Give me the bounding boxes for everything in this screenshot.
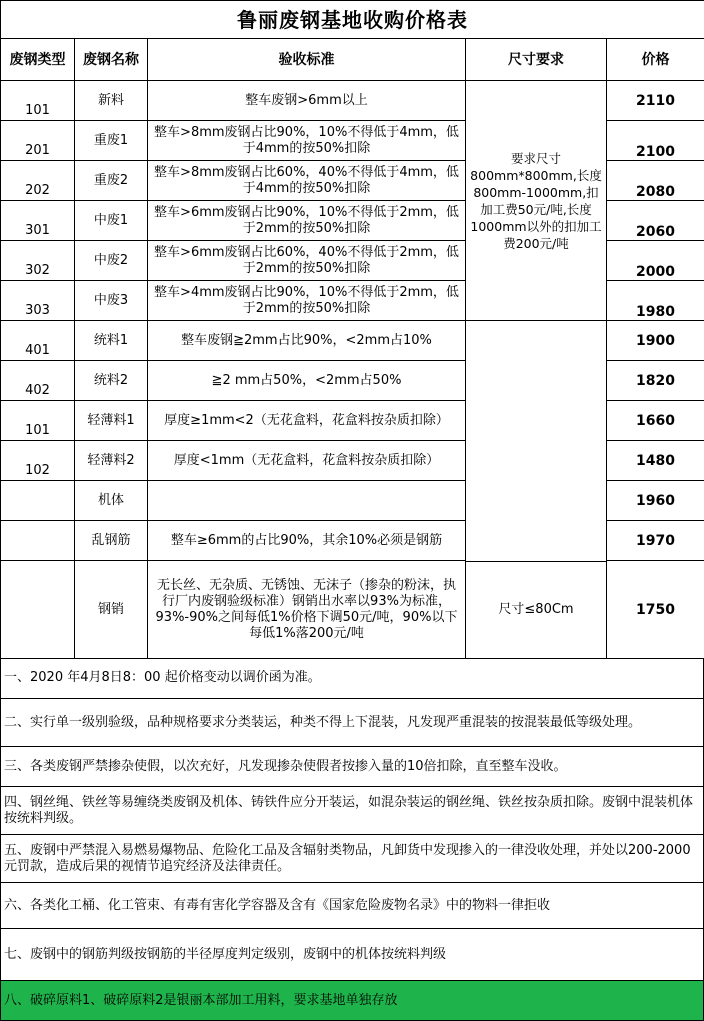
- steel-pin-size-requirement: 尺寸≤80Cm: [467, 562, 606, 658]
- price-value: 2000: [607, 241, 704, 281]
- price-value: 1480: [607, 441, 704, 481]
- scrap-name: 统料1: [75, 321, 148, 361]
- acceptance-standard: 整车>6mm废钢占比60%，40%不得低于2mm，低于2mm的按50%扣除: [148, 241, 466, 281]
- scrap-code: [1, 481, 75, 521]
- scrap-name: 中废3: [75, 281, 148, 321]
- scrap-code: 202: [1, 161, 75, 201]
- note-row: [1, 787, 704, 835]
- acceptance-standard: 整车>8mm废钢占比60%，40%不得低于4mm，低于4mm的按50%扣除: [148, 161, 466, 201]
- note-row-highlight: [1, 981, 704, 1021]
- scrap-name: 中废1: [75, 201, 148, 241]
- scrap-name: 统料2: [75, 361, 148, 401]
- scrap-code: 101: [1, 81, 75, 121]
- size-requirement: 要求尺寸800mm*800mm,长度800mm-1000mm,扣加工费50元/吨,长度1000mm以外的扣加工费200元/吨: [466, 81, 607, 321]
- scrap-name: 机体: [75, 481, 148, 521]
- scrap-name: 重废2: [75, 161, 148, 201]
- scrap-name: 轻薄料1: [75, 401, 148, 441]
- scrap-code: 302: [1, 241, 75, 281]
- acceptance-standard: ≧2 mm占50%，<2mm占50%: [148, 361, 466, 401]
- note-row: [1, 659, 704, 699]
- table-row: [1, 321, 704, 361]
- scrap-code: 201: [1, 121, 75, 161]
- scrap-name: 轻薄料2: [75, 441, 148, 481]
- acceptance-standard: 厚度<1mm（无花盒料，花盒料按杂质扣除）: [148, 441, 466, 481]
- scrap-name: 钢销: [75, 561, 148, 659]
- header-standard: 验收标准: [148, 39, 466, 81]
- note-row: [1, 699, 704, 747]
- scrap-code: 101: [1, 401, 75, 441]
- size-divider: [466, 561, 607, 562]
- header-price: 价格: [607, 39, 704, 81]
- scrap-code: 401: [1, 321, 75, 361]
- note-text: 六、各类化工桶、化工管束、有毒有害化学容器及含有《国家危险废物名录》中的物料一律拒收: [1, 883, 704, 929]
- scrap-code: [1, 521, 75, 561]
- note-row: [1, 929, 704, 981]
- price-value: 1900: [607, 321, 704, 361]
- header-type: 废钢类型: [1, 39, 75, 81]
- note-text: 八、破碎原料1、破碎原料2是银丽本部加工用料，要求基地单独存放: [1, 981, 704, 1021]
- price-value: 2100: [607, 121, 704, 161]
- note-text: 四、钢丝绳、铁丝等易缠绕类废钢及机体、铸铁件应分开装运，如混杂装运的钢丝绳、铁丝按杂质扣除。废钢中混装机体按统料判级。: [1, 787, 704, 835]
- scrap-name: 重废1: [75, 121, 148, 161]
- scrap-code: 402: [1, 361, 75, 401]
- scrap-code: 102: [1, 441, 75, 481]
- price-value: 1980: [607, 281, 704, 321]
- scrap-name: 新料: [75, 81, 148, 121]
- note-row: [1, 835, 704, 883]
- note-text: 二、实行单一级别验级，品种规格要求分类装运，种类不得上下混装，凡发现严重混装的按混装最低等级处理。: [1, 699, 704, 747]
- acceptance-standard: [148, 481, 466, 521]
- notes-table: [0, 659, 704, 1021]
- price-value: 1820: [607, 361, 704, 401]
- title-row: [1, 1, 704, 39]
- acceptance-standard: 整车≥6mm的占比90%，其余10%必须是钢筋: [148, 521, 466, 561]
- price-value: 2110: [607, 81, 704, 121]
- note-row: [1, 883, 704, 929]
- acceptance-standard: 整车废钢>6mm以上: [148, 81, 466, 121]
- page-title: 鲁丽废钢基地收购价格表: [1, 1, 704, 39]
- note-text: 七、废钢中的钢筋判级按钢筋的半径厚度判定级别，废钢中的机体按统料判级: [1, 929, 704, 981]
- scrap-code: 303: [1, 281, 75, 321]
- scrap-code: 301: [1, 201, 75, 241]
- acceptance-standard: 整车>8mm废钢占比90%，10%不得低于4mm，低于4mm的按50%扣除: [148, 121, 466, 161]
- acceptance-standard: 厚度≥1mm<2（无花盒料，花盒料按杂质扣除）: [148, 401, 466, 441]
- price-value: 1970: [607, 521, 704, 561]
- price-value: 1750: [607, 561, 704, 659]
- price-value: 2060: [607, 201, 704, 241]
- note-row: [1, 747, 704, 787]
- table-row: [1, 81, 704, 121]
- acceptance-standard: 整车废钢≧2mm占比90%，<2mm占10%: [148, 321, 466, 361]
- scrap-name: 乱钢筋: [75, 521, 148, 561]
- acceptance-standard: 无长丝、无杂质、无锈蚀、无沫子（掺杂的粉沫，执行厂内废钢验级标准）钢销出水率以93%为标准，93%-90%之间每低1%价格下调50元/吨，90%以下每低1%落200元/吨: [148, 561, 466, 659]
- price-value: 1660: [607, 401, 704, 441]
- header-size: 尺寸要求: [466, 39, 607, 81]
- scrap-name: 中废2: [75, 241, 148, 281]
- note-text: 五、废钢中严禁混入易燃易爆物品、危险化工品及含辐射类物品，凡卸货中发现掺入的一律没收处理，并处以200-2000元罚款，造成后果的视情节追究经济及法律责任。: [1, 835, 704, 883]
- acceptance-standard: 整车>4mm废钢占比90%，10%不得低于2mm，低于2mm的按50%扣除: [148, 281, 466, 321]
- note-text: 三、各类废钢严禁掺杂使假，以次充好，凡发现掺杂使假者按掺入量的10倍扣除，直至整车没收。: [1, 747, 704, 787]
- scrap-code: [1, 561, 75, 659]
- note-text: 一、2020 年4月8日8：00 起价格变动以调价函为准。: [1, 659, 704, 699]
- header-name: 废钢名称: [75, 39, 148, 81]
- acceptance-standard: 整车>6mm废钢占比90%，10%不得低于2mm，低于2mm的按50%扣除: [148, 201, 466, 241]
- price-value: 1960: [607, 481, 704, 521]
- price-value: 2080: [607, 161, 704, 201]
- header-row: [1, 39, 704, 81]
